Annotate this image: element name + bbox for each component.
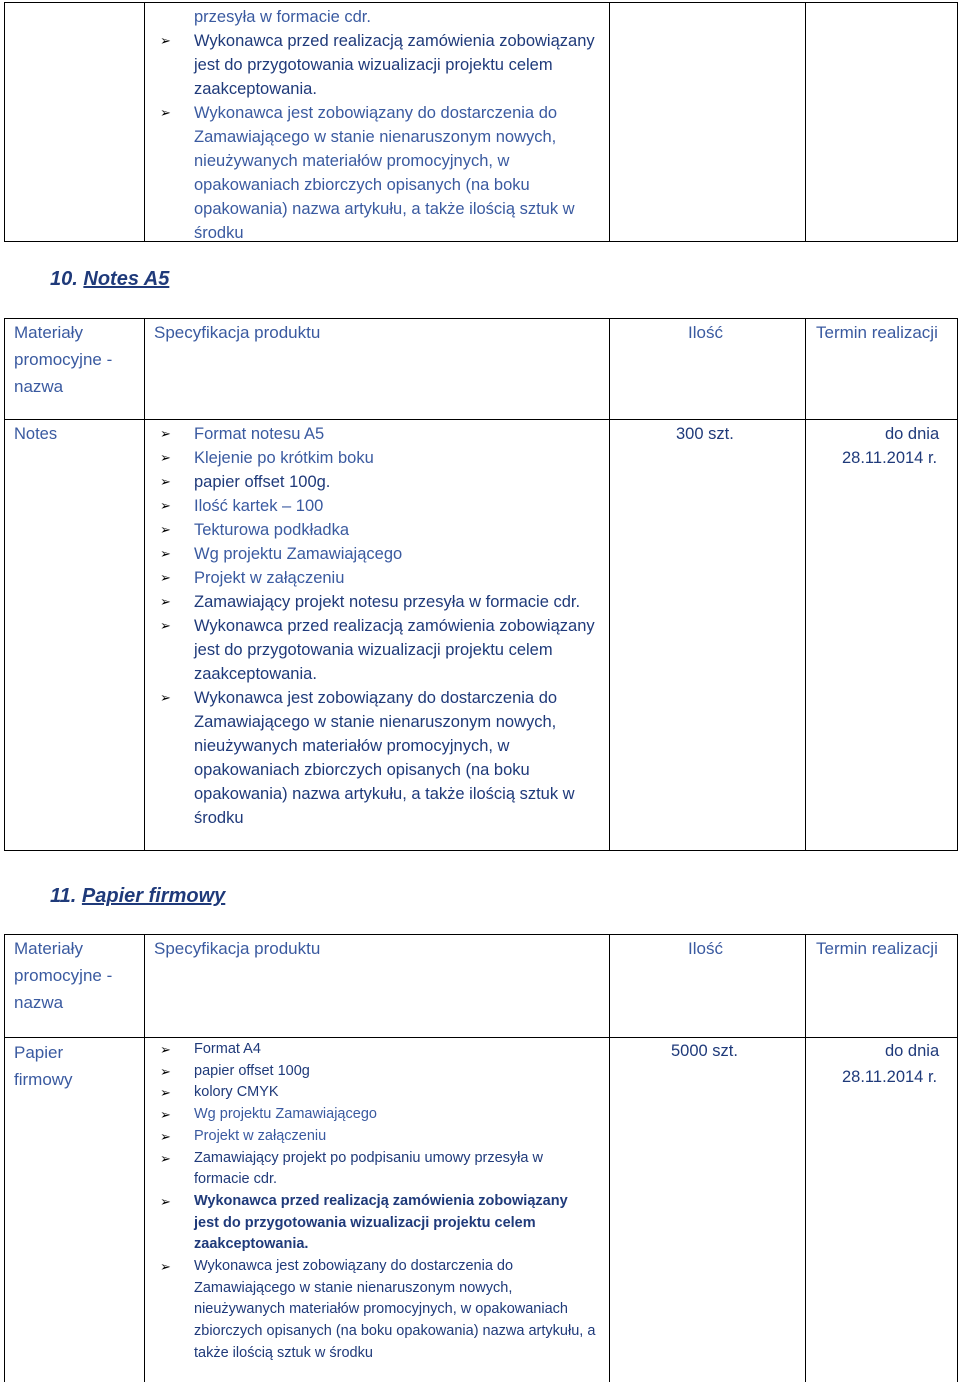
section-10-heading <box>50 268 169 291</box>
list-item: ➢ Format A4 <box>146 1039 596 1061</box>
top-spec-continuation: przesyła w formacie cdr. <box>194 8 371 26</box>
list-item: ➢ Klejenie po krótkim boku <box>146 446 596 470</box>
deadline-line2: 28.11.2014 r. <box>842 1068 938 1086</box>
list-item: ➢ Tekturowa podkładka <box>146 518 596 542</box>
list-item: ➢ Zamawiający projekt notesu przesyła w formacie cdr. <box>146 590 596 614</box>
section-title: Notes A5 <box>83 268 170 290</box>
s10-row-deadline-cell <box>805 419 958 851</box>
deadline-line1: do dnia <box>885 1042 940 1060</box>
s10-row-name-cell <box>4 419 145 851</box>
s10-row-qty-cell <box>609 419 806 851</box>
column-header-spec: Specyfikacja produktu <box>154 323 321 342</box>
column-header-name: Materiały promocyjne - nazwa <box>14 939 113 1012</box>
s10-spec-list <box>146 422 596 830</box>
list-item: ➢ Format notesu A5 <box>146 422 596 446</box>
quantity-value: 5000 szt. <box>671 1042 738 1060</box>
list-item: ➢ Wykonawca przed realizacją zamówienia zobowiązany jest do przygotowania wizualizacji projektu celem zaakceptowania. <box>146 614 596 686</box>
list-item: ➢ kolory CMYK <box>146 1082 596 1104</box>
section-number: 10. <box>50 268 78 290</box>
column-header-deadline: Termin realizacji <box>816 939 938 958</box>
list-item: ➢ Wykonawca jest zobowiązany do dostarczenia do Zamawiającego w stanie nienaruszonym nowych, nieużywanych materiałów promocyjnych, w opakowaniach zbiorczych opisanych (na boku opakowania) nazwa artykułu, a także ilością sztuk w środku <box>146 686 596 830</box>
deadline-line1: do dnia <box>885 425 940 443</box>
section-title: Papier firmowy <box>81 885 226 907</box>
list-item: ➢ papier offset 100g <box>146 1061 596 1083</box>
s11-row-qty-cell <box>609 1037 806 1382</box>
top-spec-list <box>146 29 596 245</box>
list-item: ➢ Projekt w załączeniu <box>146 1126 596 1148</box>
list-item: ➢ Wg projektu Zamawiającego <box>146 542 596 566</box>
column-header-qty: Ilość <box>688 323 723 342</box>
list-item: ➢ Wykonawca przed realizacją zamówienia zobowiązany jest do przygotowania wizualizacji projektu celem zaakceptowania. <box>146 29 596 101</box>
list-item: ➢ Wg projektu Zamawiającego <box>146 1104 596 1126</box>
list-item: ➢ Projekt w załączeniu <box>146 566 596 590</box>
list-item: ➢ Wykonawca jest zobowiązany do dostarczenia do Zamawiającego w stanie nienaruszonym nowych, nieużywanych materiałów promocyjnych, w opakowaniach zbiorczych opisanych (na boku opakowania) nazwa artykułu, a także ilością sztuk w środku <box>146 1256 596 1365</box>
section-number: 11. <box>50 885 77 907</box>
product-name: Notes <box>14 425 58 443</box>
s11-spec-list <box>146 1039 596 1365</box>
top-table-name-cell <box>4 2 145 242</box>
top-table-qty-cell <box>609 2 806 242</box>
column-header-deadline: Termin realizacji <box>816 323 938 342</box>
list-item: ➢ Wykonawca przed realizacją zamówienia zobowiązany jest do przygotowania wizualizacji projektu celem zaakceptowania. <box>146 1191 596 1256</box>
quantity-value: 300 szt. <box>676 425 734 443</box>
column-header-qty: Ilość <box>688 939 723 958</box>
list-item: ➢ papier offset 100g. <box>146 470 596 494</box>
list-item: ➢ Zamawiający projekt po podpisaniu umowy przesyła w formacie cdr. <box>146 1148 596 1191</box>
list-item: ➢ Ilość kartek – 100 <box>146 494 596 518</box>
top-table-deadline-cell <box>805 2 958 242</box>
list-item: ➢ Wykonawca jest zobowiązany do dostarczenia do Zamawiającego w stanie nienaruszonym nowych, nieużywanych materiałów promocyjnych, w opakowaniach zbiorczych opisanych (na boku opakowania) nazwa artykułu, a także ilością sztuk w środku <box>146 101 596 245</box>
deadline-line2: 28.11.2014 r. <box>842 449 938 467</box>
column-header-spec: Specyfikacja produktu <box>154 939 321 958</box>
column-header-name: Materiały promocyjne - nazwa <box>14 323 113 396</box>
section-11-heading <box>50 885 225 908</box>
product-name: Papier firmowy <box>14 1043 73 1089</box>
